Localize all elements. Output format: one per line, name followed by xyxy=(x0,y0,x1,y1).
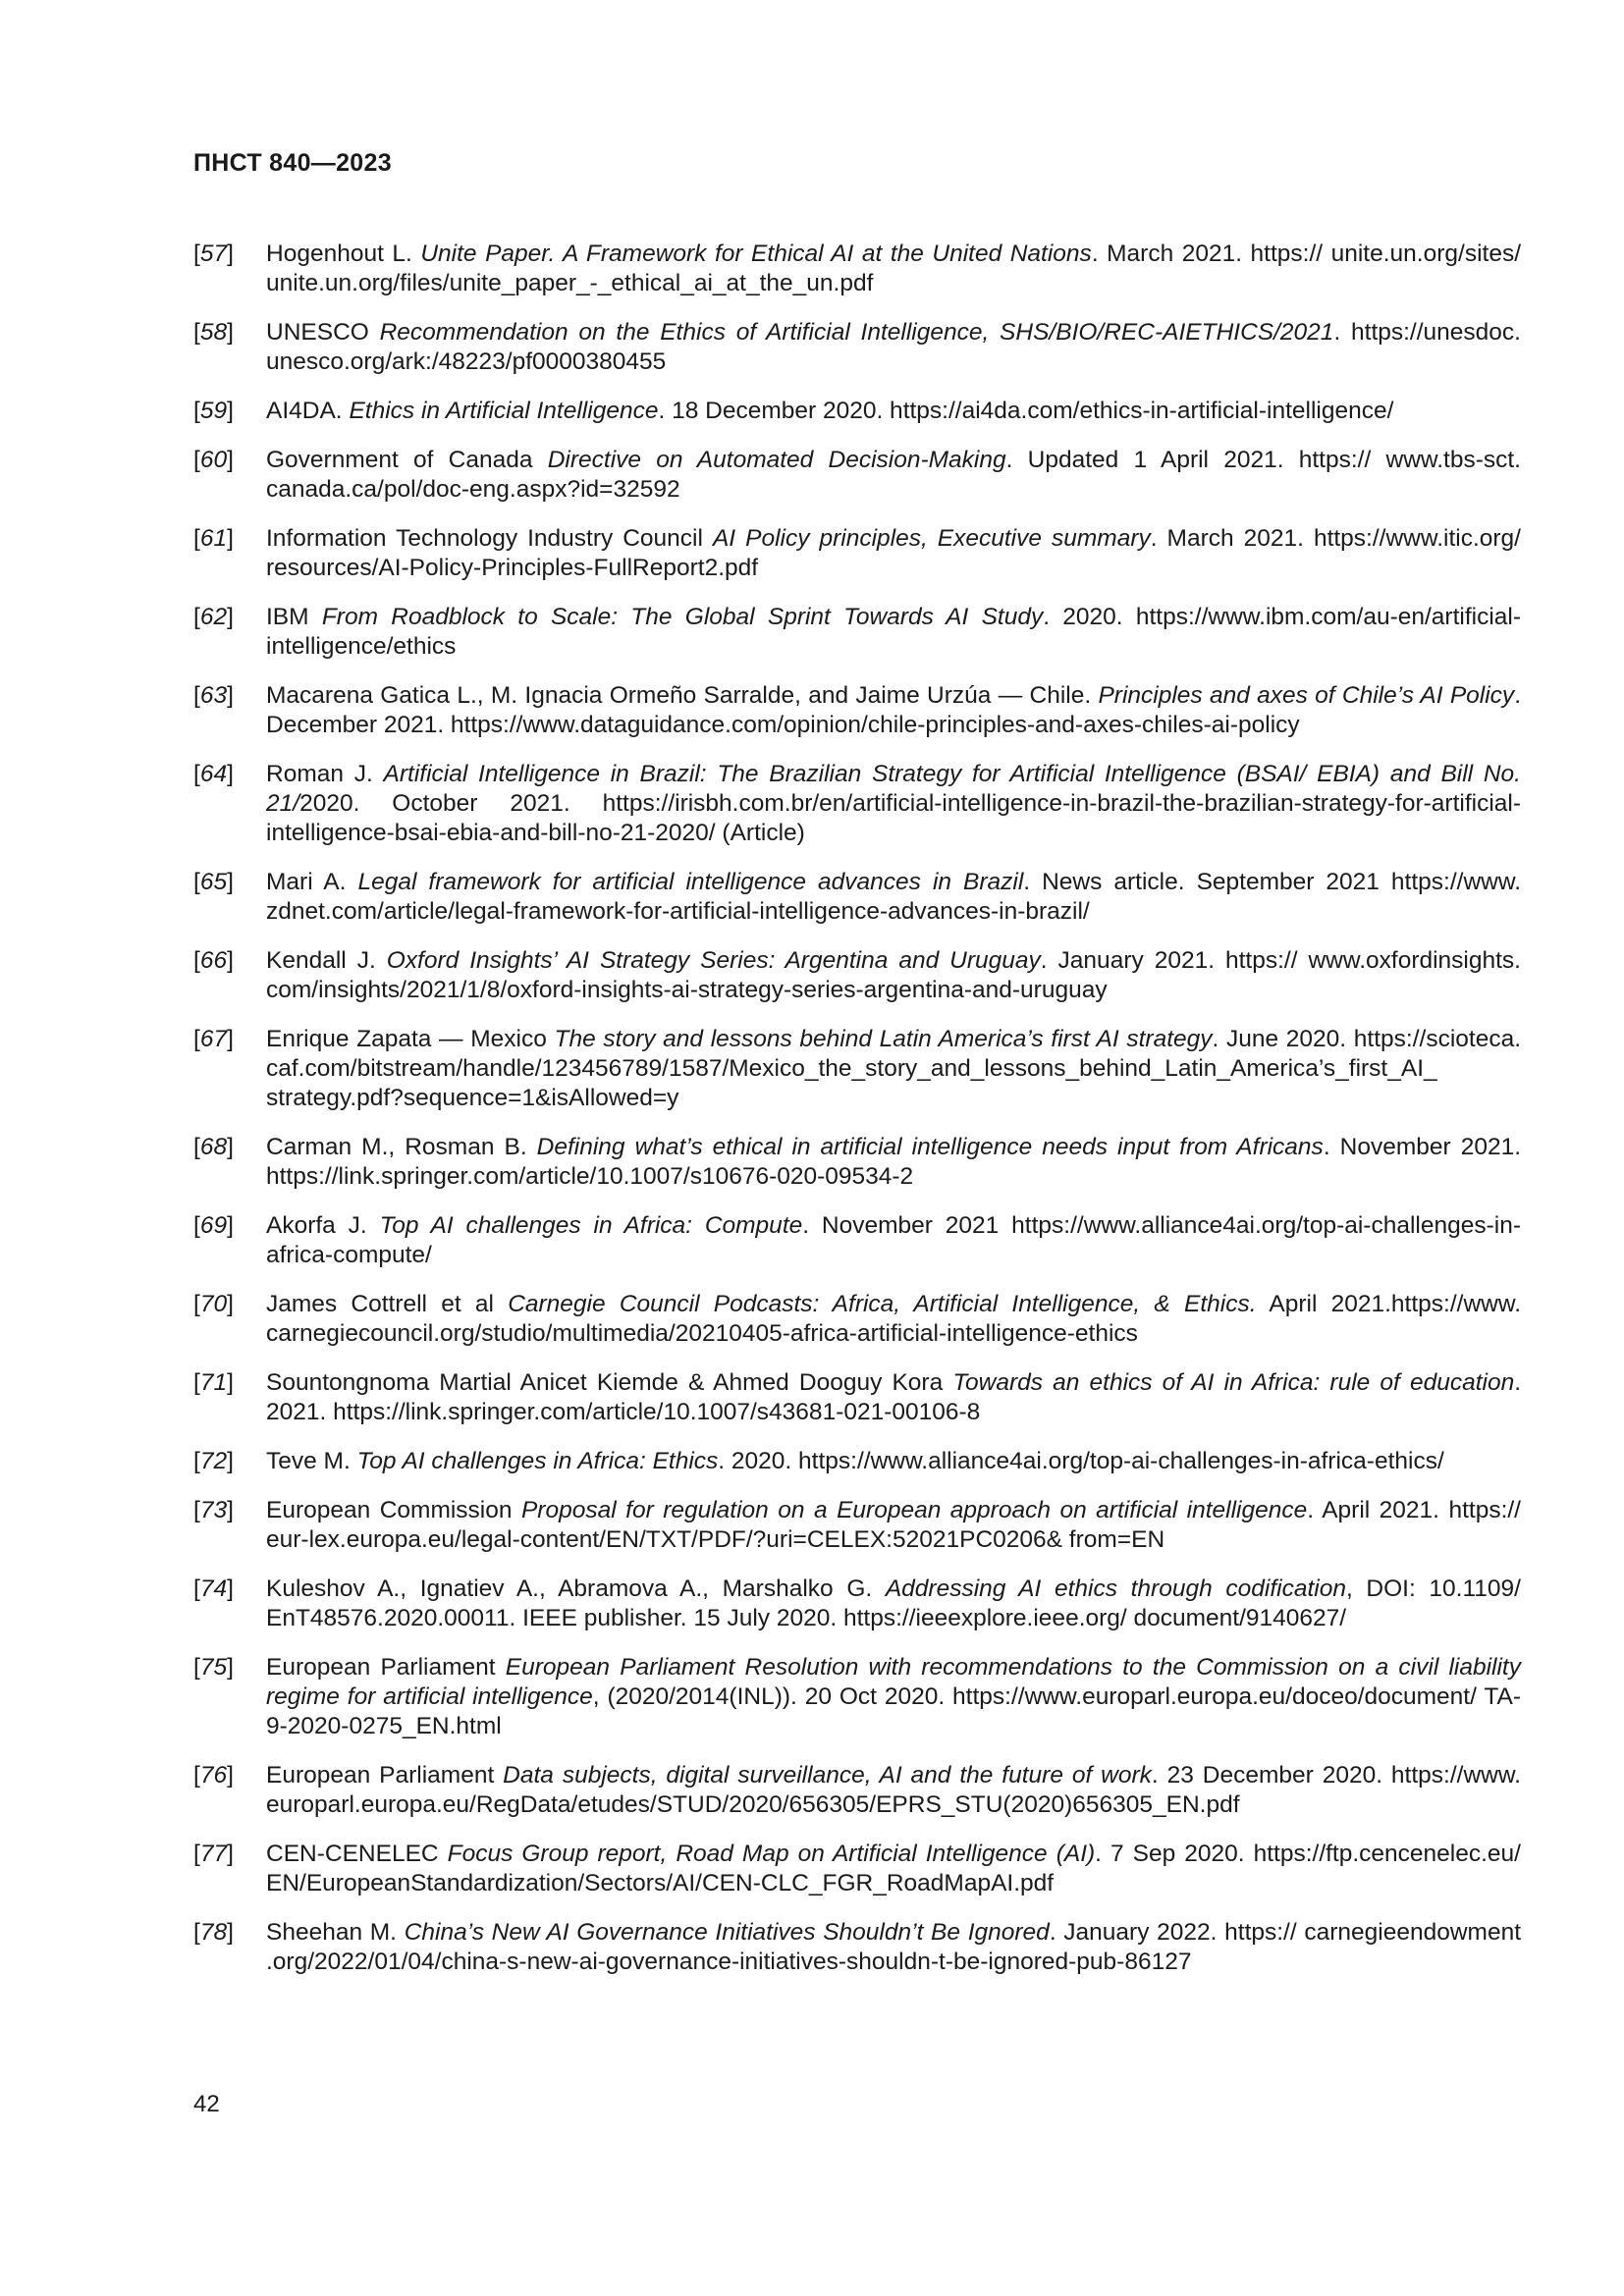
reference-authors: UNESCO xyxy=(266,319,380,346)
reference-number: [61] xyxy=(193,525,234,552)
reference-number: [74] xyxy=(193,1575,234,1602)
reference-text xyxy=(266,603,1521,662)
reference-number: [58] xyxy=(193,319,234,346)
reference-details: 2020. October 2021. https://irisbh.com.br/en/artificial-intelligence-in-brazil-the-brazilian-strategy-for-artificial-intelligence-bsai-ebia-and-bill-no-21-2020/ (Article) xyxy=(266,790,1521,846)
reference-authors: Government of Canada xyxy=(266,447,548,473)
reference-authors: James Cottrell et al xyxy=(266,1291,509,1317)
reference-title: Ethics in Artificial Intelligence xyxy=(349,398,659,424)
reference-title: Oxford Insights’ AI Strategy Series: Argentina and Uruguay xyxy=(386,947,1041,974)
reference-title: From Roadblock to Scale: The Global Sprint Towards AI Study xyxy=(321,604,1044,630)
reference-authors: IBM xyxy=(266,604,322,630)
reference-details: . 7 Sep 2020. https://ftp.cencenelec.eu/ EN/EuropeanStandardization/Sectors/AI/CEN-CLC_FGR_RoadMapAI.pdf xyxy=(266,1841,1521,1896)
reference-text xyxy=(266,397,1521,426)
reference-authors: Hogenhout L. xyxy=(266,240,421,267)
reference-text xyxy=(266,681,1521,740)
reference-details: . March 2021. https://www.itic.org/ resources/AI-Policy-Principles-FullReport2.pdf xyxy=(266,525,1521,581)
reference-entry xyxy=(193,318,1521,377)
reference-details: . 2020. https://www.alliance4ai.org/top-ai-challenges-in-africa-ethics/ xyxy=(718,1448,1444,1474)
reference-authors: Sountongnoma Martial Anicet Kiemde & Ahmed Dooguy Kora xyxy=(266,1369,953,1396)
reference-text xyxy=(266,868,1521,927)
reference-title: AI Policy principles, Executive summary xyxy=(712,525,1151,552)
reference-details: . Updated 1 April 2021. https:// www.tbs-sct. canada.ca/pol/doc-eng.aspx?id=32592 xyxy=(266,447,1521,503)
reference-text xyxy=(266,1575,1521,1633)
reference-entry xyxy=(193,760,1521,848)
reference-title: Directive on Automated Decision-Making xyxy=(547,447,1006,473)
reference-list xyxy=(193,240,1521,1977)
reference-entry xyxy=(193,946,1521,1005)
reference-authors: Roman J. xyxy=(266,761,384,787)
reference-authors: Sheehan M. xyxy=(266,1919,405,1946)
reference-authors: European Parliament xyxy=(266,1762,504,1789)
reference-number: [75] xyxy=(193,1654,234,1681)
reference-authors: European Commission xyxy=(266,1497,521,1523)
reference-entry xyxy=(193,1025,1521,1113)
reference-text xyxy=(266,1918,1521,1977)
reference-title: Proposal for regulation on a European approach on artificial intelligence xyxy=(520,1497,1308,1523)
reference-authors: European Parliament xyxy=(266,1654,506,1681)
reference-text xyxy=(266,1133,1521,1192)
reference-title: Principles and axes of Chile’s AI Policy xyxy=(1098,682,1515,709)
reference-number: [72] xyxy=(193,1448,234,1474)
reference-text xyxy=(266,1496,1521,1555)
reference-entry xyxy=(193,1575,1521,1633)
reference-entry xyxy=(193,868,1521,927)
reference-number: [78] xyxy=(193,1919,234,1946)
reference-details: . June 2020. https://scioteca. caf.com/bitstream/handle/123456789/1587/Mexico_the_story_and_lessons_behind_Latin_America’s_first_AI_ strategy.pdf?sequence=1&isAllowed=y xyxy=(266,1026,1521,1111)
reference-number: [57] xyxy=(193,240,234,267)
reference-number: [70] xyxy=(193,1291,234,1317)
reference-authors: Carman M., Rosman B. xyxy=(266,1134,537,1160)
reference-text xyxy=(266,1290,1521,1349)
reference-entry xyxy=(193,446,1521,505)
reference-text xyxy=(266,1211,1521,1270)
reference-entry xyxy=(193,1368,1521,1427)
reference-details: . November 2021 https://www.alliance4ai.org/top-ai-challenges-in-africa-compute/ xyxy=(266,1212,1521,1268)
reference-entry xyxy=(193,1840,1521,1898)
reference-details: . 18 December 2020. https://ai4da.com/ethics-in-artificial-intelligence/ xyxy=(658,398,1394,424)
reference-number: [76] xyxy=(193,1762,234,1789)
reference-authors: CEN-CENELEC xyxy=(266,1841,448,1867)
reference-number: [66] xyxy=(193,947,234,974)
reference-entry xyxy=(193,681,1521,740)
reference-details: . January 2021. https:// www.oxfordinsights. com/insights/2021/1/8/oxford-insights-ai-strategy-series-argentina-and-uruguay xyxy=(266,947,1521,1003)
reference-number: [69] xyxy=(193,1212,234,1239)
reference-entry xyxy=(193,397,1521,426)
reference-entry xyxy=(193,1211,1521,1270)
reference-number: [64] xyxy=(193,761,234,787)
reference-entry xyxy=(193,1918,1521,1977)
reference-number: [67] xyxy=(193,1026,234,1052)
reference-text xyxy=(266,1447,1521,1476)
reference-title: Defining what’s ethical in artificial intelligence needs input from Africans xyxy=(536,1134,1324,1160)
reference-authors: Kuleshov A., Ignatiev A., Abramova A., Marshalko G. xyxy=(266,1575,886,1602)
reference-number: [77] xyxy=(193,1841,234,1867)
reference-text xyxy=(266,1840,1521,1898)
reference-title: Artificial Intelligence in Brazil: The Brazilian Strategy for Artificial Intelligence (BSAI/ EBIA) and Bill No. 21/ xyxy=(266,761,1521,817)
reference-authors: AI4DA. xyxy=(266,398,350,424)
reference-number: [62] xyxy=(193,604,234,630)
reference-details: April 2021.https://www. carnegiecouncil.org/studio/multimedia/20210405-africa-artificial-intelligence-ethics xyxy=(266,1291,1521,1347)
reference-number: [59] xyxy=(193,398,234,424)
reference-entry xyxy=(193,603,1521,662)
reference-authors: Information Technology Industry Council xyxy=(266,525,713,552)
reference-text xyxy=(266,1653,1521,1741)
standard-code-header: ПНСТ 840—2023 xyxy=(193,149,392,177)
reference-text xyxy=(266,318,1521,377)
reference-title: Focus Group report, Road Map on Artificial Intelligence (AI) xyxy=(447,1841,1096,1867)
reference-entry xyxy=(193,1290,1521,1349)
reference-entry xyxy=(193,1133,1521,1192)
reference-details: . 23 December 2020. https://www. europarl.europa.eu/RegData/etudes/STUD/2020/656305/EPRS_STU(2020)656305_EN.pdf xyxy=(266,1762,1521,1818)
reference-entry xyxy=(193,524,1521,583)
reference-text xyxy=(266,1368,1521,1427)
reference-number: [73] xyxy=(193,1497,234,1523)
reference-text xyxy=(266,1025,1521,1113)
reference-title: Top AI challenges in Africa: Compute xyxy=(379,1212,803,1239)
page-number: 42 xyxy=(193,2091,220,2117)
reference-entry xyxy=(193,1761,1521,1820)
reference-text xyxy=(266,946,1521,1005)
reference-details: . April 2021. https:// eur-lex.europa.eu/legal-content/EN/TXT/PDF/?uri=CELEX:52021PC0206& from=EN xyxy=(266,1497,1521,1553)
reference-text xyxy=(266,1761,1521,1820)
reference-title: Towards an ethics of AI in Africa: rule of education xyxy=(952,1369,1515,1396)
reference-entry xyxy=(193,240,1521,298)
reference-text xyxy=(266,760,1521,848)
reference-number: [68] xyxy=(193,1134,234,1160)
reference-title: Recommendation on the Ethics of Artificial Intelligence, SHS/BIO/REC-AIETHICS/2021 xyxy=(379,319,1334,346)
reference-number: [63] xyxy=(193,682,234,709)
reference-title: Data subjects, digital surveillance, AI and the future of work xyxy=(503,1762,1152,1789)
reference-details: . November 2021. https://link.springer.com/article/10.1007/s10676-020-09534-2 xyxy=(266,1134,1522,1190)
reference-authors: Kendall J. xyxy=(266,947,387,974)
reference-authors: Mari A. xyxy=(266,869,358,895)
reference-text xyxy=(266,446,1521,505)
reference-details: . https://unesdoc. unesco.org/ark:/48223/pf0000380455 xyxy=(266,319,1521,375)
reference-authors: Teve M. xyxy=(266,1448,357,1474)
reference-authors: Enrique Zapata — Mexico xyxy=(266,1026,555,1052)
reference-entry xyxy=(193,1447,1521,1476)
reference-title: Top AI challenges in Africa: Ethics xyxy=(356,1448,719,1474)
reference-details: , DOI: 10.1109/ EnT48576.2020.00011. IEEE publisher. 15 July 2020. https://ieeexplore.ieee.org/ document/9140627/ xyxy=(266,1575,1521,1631)
reference-title: China’s New AI Governance Initiatives Shouldn’t Be Ignored xyxy=(404,1919,1050,1946)
reference-details: . 2020. https://www.ibm.com/au-en/artificial-intelligence/ethics xyxy=(266,604,1521,660)
reference-title: Legal framework for artificial intelligence advances in Brazil xyxy=(357,869,1024,895)
reference-details: . News article. September 2021 https://www. zdnet.com/article/legal-framework-for-artificial-intelligence-advances-in-brazil/ xyxy=(266,869,1522,925)
reference-authors: Macarena Gatica L., M. Ignacia Ormeño Sarralde, and Jaime Urzúa — Chile. xyxy=(266,682,1099,709)
reference-title: The story and lessons behind Latin America’s first AI strategy xyxy=(554,1026,1213,1052)
reference-number: [60] xyxy=(193,447,234,473)
reference-entry xyxy=(193,1496,1521,1555)
reference-text xyxy=(266,240,1521,298)
reference-details: . January 2022. https:// carnegieendowment .org/2022/01/04/china-s-new-ai-governance-initiatives-shouldn-t-be-ignored-pub-86127 xyxy=(266,1919,1521,1975)
reference-title: Unite Paper. A Framework for Ethical AI at the United Nations xyxy=(420,240,1092,267)
reference-details: . March 2021. https:// unite.un.org/sites/ unite.un.org/files/unite_paper_-_ethical_ai_at_the_un.pdf xyxy=(266,240,1522,296)
reference-title: Addressing AI ethics through codification xyxy=(885,1575,1346,1602)
reference-title: Carnegie Council Podcasts: Africa, Artificial Intelligence, & Ethics. xyxy=(508,1291,1257,1317)
reference-details: . 2021. https://link.springer.com/article/10.1007/s43681-021-00106-8 xyxy=(266,1369,1522,1425)
reference-entry xyxy=(193,1653,1521,1741)
reference-authors: Akorfa J. xyxy=(266,1212,380,1239)
reference-text xyxy=(266,524,1521,583)
reference-details: . December 2021. https://www.dataguidance.com/opinion/chile-principles-and-axes-chiles-ai-policy xyxy=(266,682,1521,738)
reference-number: [65] xyxy=(193,869,234,895)
reference-number: [71] xyxy=(193,1369,234,1396)
reference-details: , (2020/2014(INL)). 20 Oct 2020. https://www.europarl.europa.eu/doceo/document/ TA-9-2020-0275_EN.html xyxy=(266,1683,1522,1739)
reference-title: European Parliament Resolution with recommendations to the Commission on a civil liability regime for artificial intelligence xyxy=(266,1654,1521,1710)
